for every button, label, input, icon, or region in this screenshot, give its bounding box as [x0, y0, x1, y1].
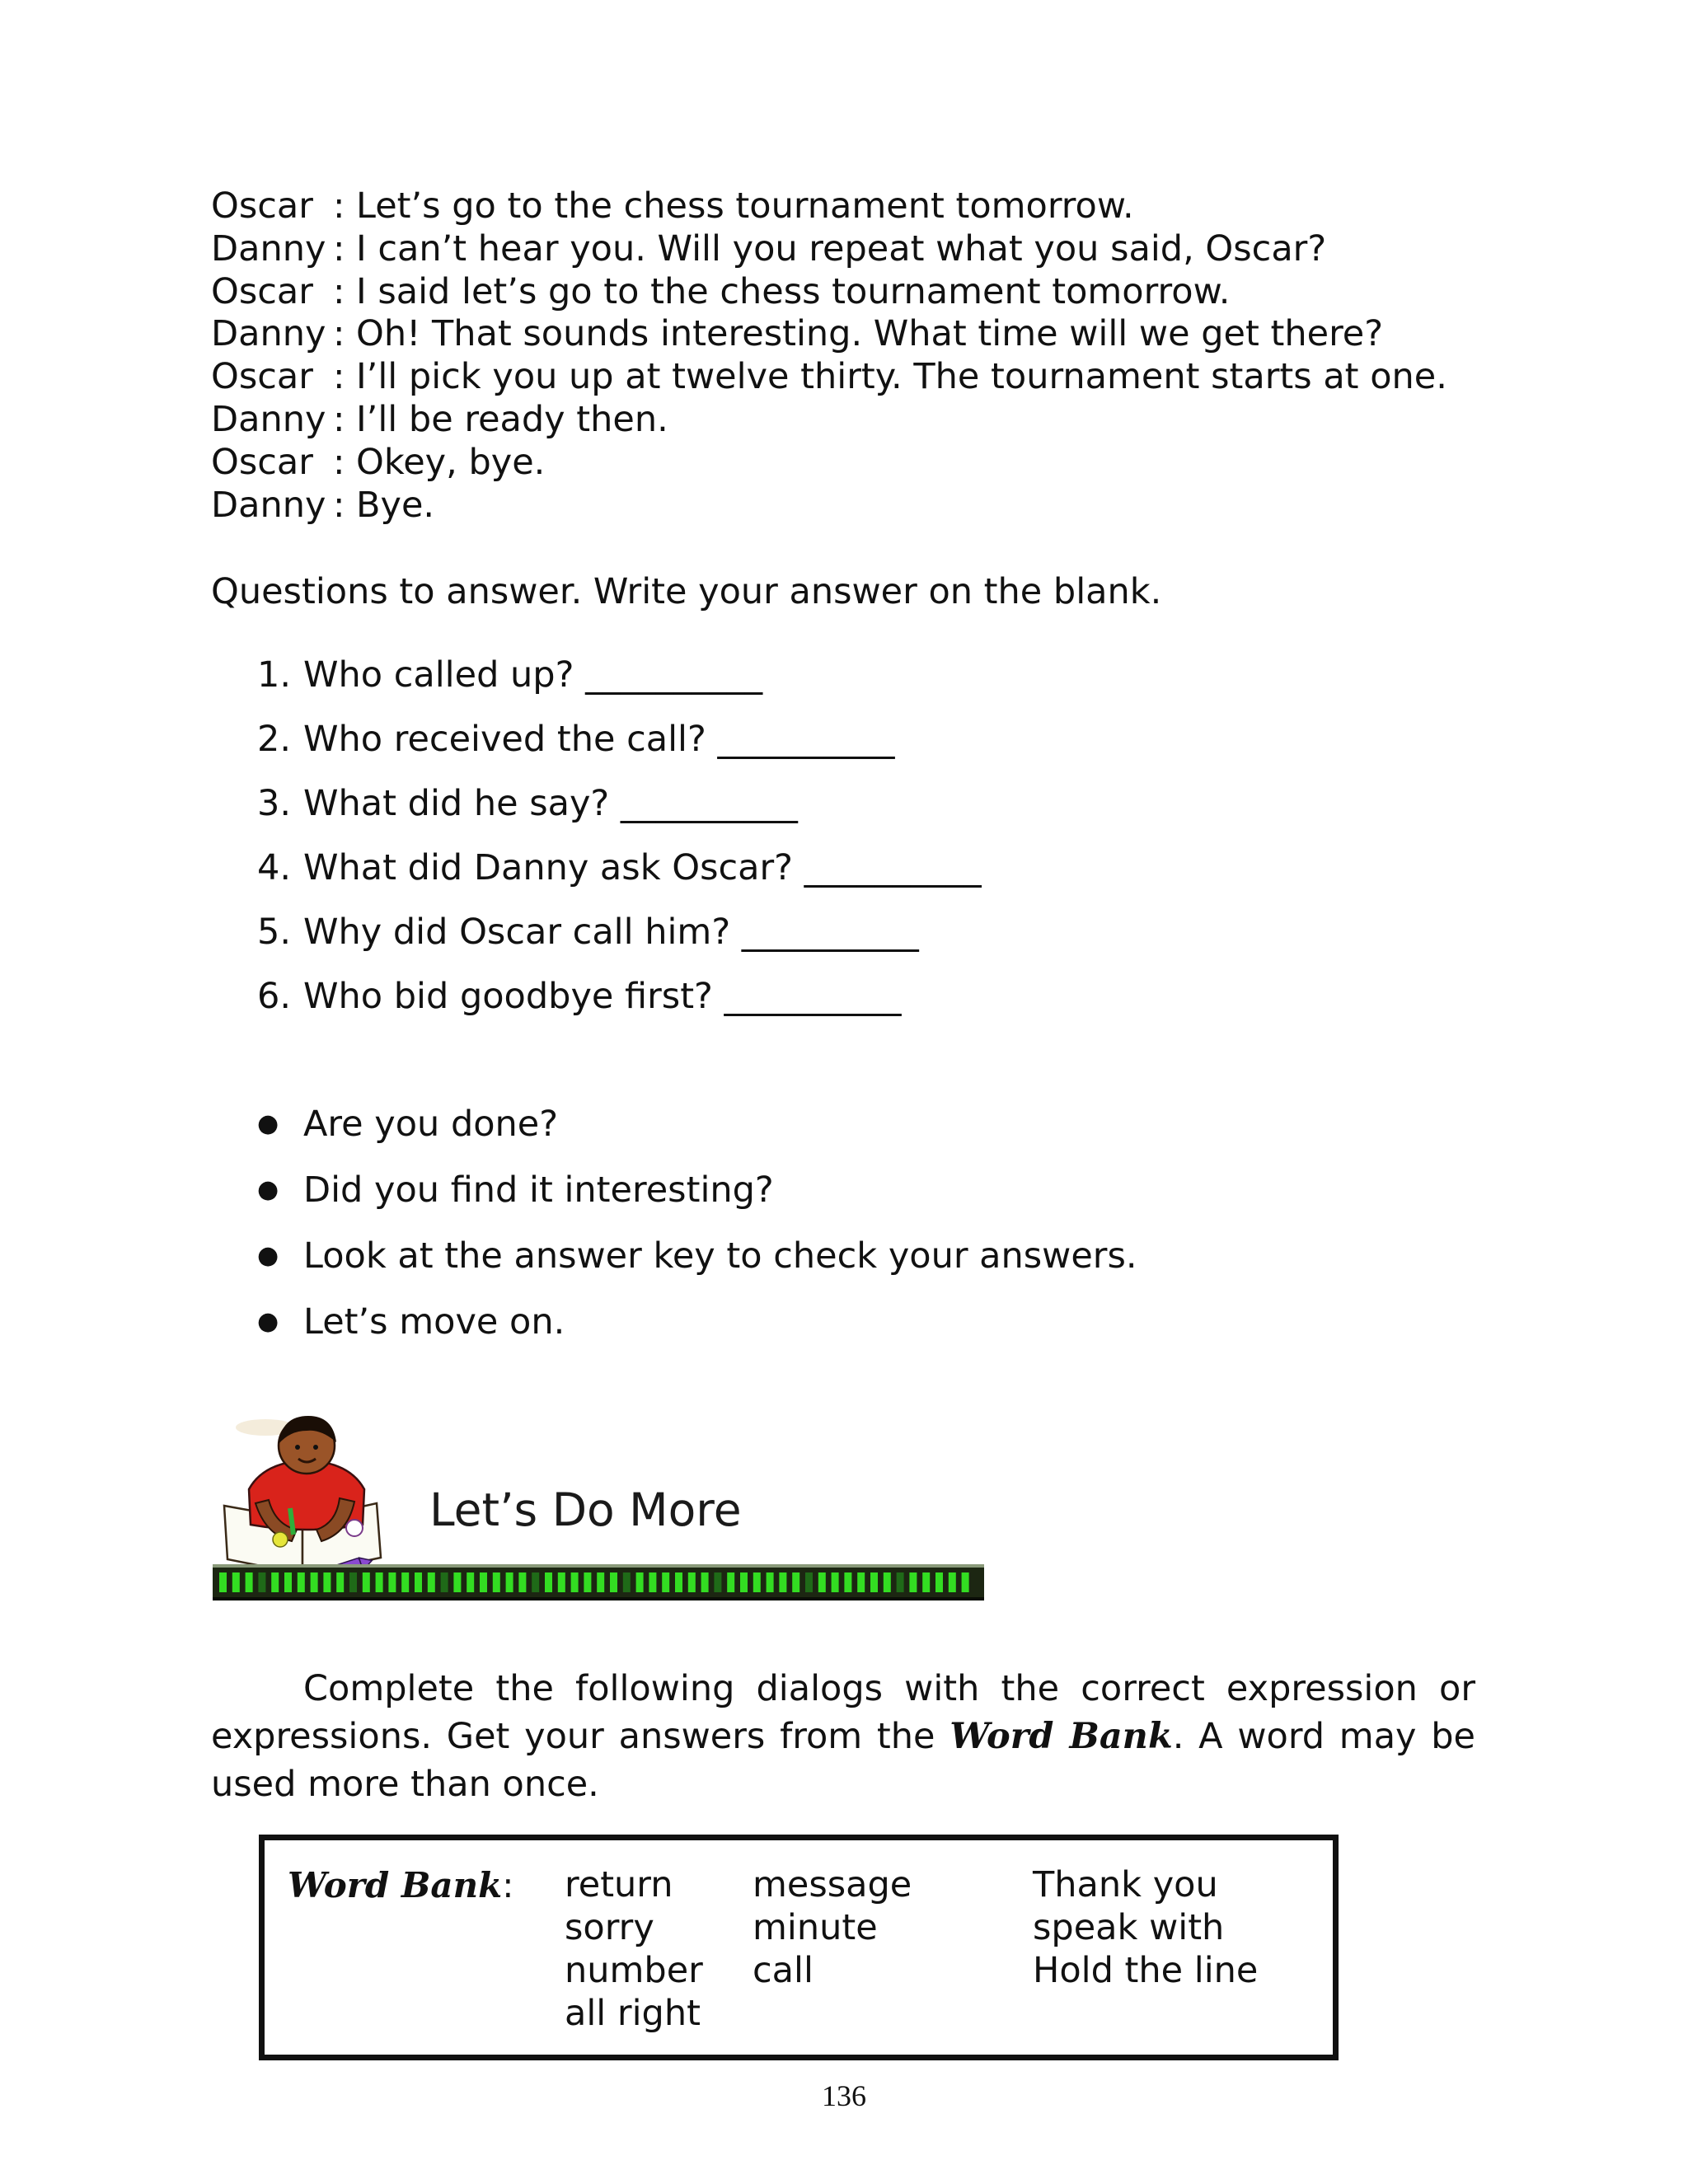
word-bank-column	[753, 1863, 912, 1992]
word-bank-word: call	[753, 1950, 814, 1991]
bar-segment	[388, 1572, 396, 1592]
bar-segment	[623, 1572, 631, 1592]
bar-segment	[545, 1572, 552, 1592]
dialog	[211, 185, 1447, 527]
word-bank-word: number	[565, 1950, 703, 1991]
word-bank-word: message	[753, 1864, 912, 1905]
speaker: Danny	[211, 313, 326, 355]
bullet-icon: ●	[257, 1175, 279, 1204]
bar-segment	[349, 1572, 357, 1592]
word-bank-word: minute	[753, 1907, 878, 1948]
bullet-list	[257, 1104, 1137, 1367]
bullet-icon: ●	[257, 1241, 279, 1270]
bar-segment	[571, 1572, 579, 1592]
bar-segment	[675, 1572, 682, 1592]
list-item: ● Let’s move on.	[257, 1301, 565, 1343]
question: 1. Who called up? __________	[257, 654, 763, 696]
bar-segment	[884, 1572, 891, 1592]
instructions: Questions to answer. Write your answer on the blank.	[211, 571, 1162, 612]
bar-segment	[740, 1572, 748, 1592]
word-bank-label: Word Bank:	[288, 1865, 514, 1905]
bar-segment	[949, 1572, 956, 1592]
bar-segment	[597, 1572, 604, 1592]
bar-segment	[636, 1572, 644, 1592]
bar-segment	[401, 1572, 409, 1592]
bar-segment	[453, 1572, 461, 1592]
list-item: ● Are you done?	[257, 1104, 559, 1145]
speaker: Oscar	[211, 185, 313, 227]
word-bank-word: return	[565, 1864, 673, 1905]
bar-segment	[818, 1572, 826, 1592]
speaker: Oscar	[211, 356, 313, 398]
speaker: Danny	[211, 484, 326, 526]
bar-segment	[441, 1572, 448, 1592]
word-bank-column	[565, 1863, 703, 2035]
dialog-text: Bye.	[356, 484, 435, 526]
word-bank-word: sorry	[565, 1907, 654, 1948]
bar-segment	[271, 1572, 279, 1592]
bar-segment	[922, 1572, 930, 1592]
dialog-line: Oscar : Okey, bye.	[211, 441, 546, 483]
bar-segment	[480, 1572, 487, 1592]
speaker: Oscar	[211, 270, 313, 312]
bar-segment	[832, 1572, 839, 1592]
dialog-line: Danny : I can’t hear you. Will you repeat what you said, Oscar?	[211, 227, 1327, 269]
dialog-text: Let’s go to the chess tournament tomorrow.	[356, 185, 1134, 227]
bar-segment	[870, 1572, 878, 1592]
bar-segment	[258, 1572, 265, 1592]
speaker: Oscar	[211, 441, 313, 483]
bar-segment	[376, 1572, 383, 1592]
dialog-text: Oh! That sounds interesting. What time will we get there?	[356, 313, 1384, 355]
word-bank-word: Hold the line	[1033, 1950, 1259, 1991]
bar-segment	[688, 1572, 696, 1592]
question-list	[257, 654, 982, 1040]
question: 5. Why did Oscar call him? __________	[257, 912, 919, 953]
dialog-line: Danny : Oh! That sounds interesting. What time will we get there?	[211, 313, 1384, 355]
bullet-icon: ●	[257, 1307, 279, 1336]
bar-segment	[467, 1572, 474, 1592]
page-number: 136	[822, 2079, 866, 2112]
bar-segment	[962, 1572, 969, 1592]
bar-segment	[518, 1572, 526, 1592]
bar-segment	[844, 1572, 851, 1592]
list-item: ● Look at the answer key to check your answers.	[257, 1235, 1137, 1277]
bar-segment	[363, 1572, 370, 1592]
word-bank-word: all right	[565, 1993, 701, 2034]
bar-segment	[284, 1572, 292, 1592]
section-title: Let’s Do More	[429, 1483, 742, 1536]
bar-segment	[767, 1572, 774, 1592]
progress-bar-decoration	[213, 1564, 984, 1601]
bar-segment	[298, 1572, 305, 1592]
dialog-line: Oscar : Let’s go to the chess tournament tomorrow.	[211, 185, 1134, 227]
bar-segment	[219, 1572, 227, 1592]
dialog-line: Danny : Bye.	[211, 484, 435, 526]
bar-segment	[493, 1572, 500, 1592]
bar-segment	[532, 1572, 539, 1592]
bar-segment	[246, 1572, 253, 1592]
instruction-paragraph: Complete the following dialogs with the correct expression or expressions. Get your answers from the Word Bank. A word may be used more than once.	[211, 1668, 1475, 1805]
bar-segment	[506, 1572, 513, 1592]
question: 2. Who received the call? __________	[257, 719, 895, 760]
bar-segment	[753, 1572, 761, 1592]
word-bank-word: Thank you	[1033, 1864, 1218, 1905]
question: 4. What did Danny ask Oscar? __________	[257, 847, 982, 888]
bar-segment	[649, 1572, 656, 1592]
question: 6. Who bid goodbye first? __________	[257, 976, 902, 1017]
bar-segment	[558, 1572, 565, 1592]
speaker: Danny	[211, 398, 326, 440]
word-bank-column	[1033, 1863, 1258, 1992]
bar-segment	[584, 1572, 591, 1592]
bar-segment	[792, 1572, 799, 1592]
list-item: ● Did you find it interesting?	[257, 1169, 774, 1211]
question: 3. What did he say? __________	[257, 783, 798, 824]
word-bank-box	[259, 1835, 1339, 2060]
bar-segment	[897, 1572, 904, 1592]
bar-segment	[857, 1572, 865, 1592]
bar-segment	[428, 1572, 435, 1592]
bar-segment	[935, 1572, 943, 1592]
dialog-line: Oscar : I’ll pick you up at twelve thirty. The tournament starts at one.	[211, 356, 1447, 398]
bar-segment	[311, 1572, 318, 1592]
bar-segment	[727, 1572, 734, 1592]
dialog-text: I said let’s go to the chess tournament tomorrow.	[356, 270, 1231, 312]
bar-segment	[336, 1572, 344, 1592]
dialog-line: Oscar : I said let’s go to the chess tournament tomorrow.	[211, 270, 1231, 312]
bar-segment	[714, 1572, 721, 1592]
word-bank-reference: Word Bank	[950, 1716, 1173, 1757]
dialog-text: I’ll be ready then.	[356, 398, 668, 440]
dialog-text: Okey, bye.	[356, 441, 546, 483]
bar-segment	[909, 1572, 917, 1592]
bar-segment	[805, 1572, 813, 1592]
bullet-icon: ●	[257, 1109, 279, 1138]
dialog-text: I’ll pick you up at twelve thirty. The tournament starts at one.	[356, 356, 1447, 398]
bar-segment	[232, 1572, 240, 1592]
dialog-line: Danny : I’ll be ready then.	[211, 398, 668, 440]
dialog-text: I can’t hear you. Will you repeat what you said, Oscar?	[356, 227, 1327, 269]
word-bank-word: speak with	[1033, 1907, 1225, 1948]
bar-segment	[323, 1572, 331, 1592]
bar-segment	[662, 1572, 669, 1592]
bar-segment	[701, 1572, 709, 1592]
bar-segment	[610, 1572, 617, 1592]
bar-segment	[779, 1572, 786, 1592]
bar-segment	[415, 1572, 422, 1592]
speaker: Danny	[211, 227, 326, 269]
